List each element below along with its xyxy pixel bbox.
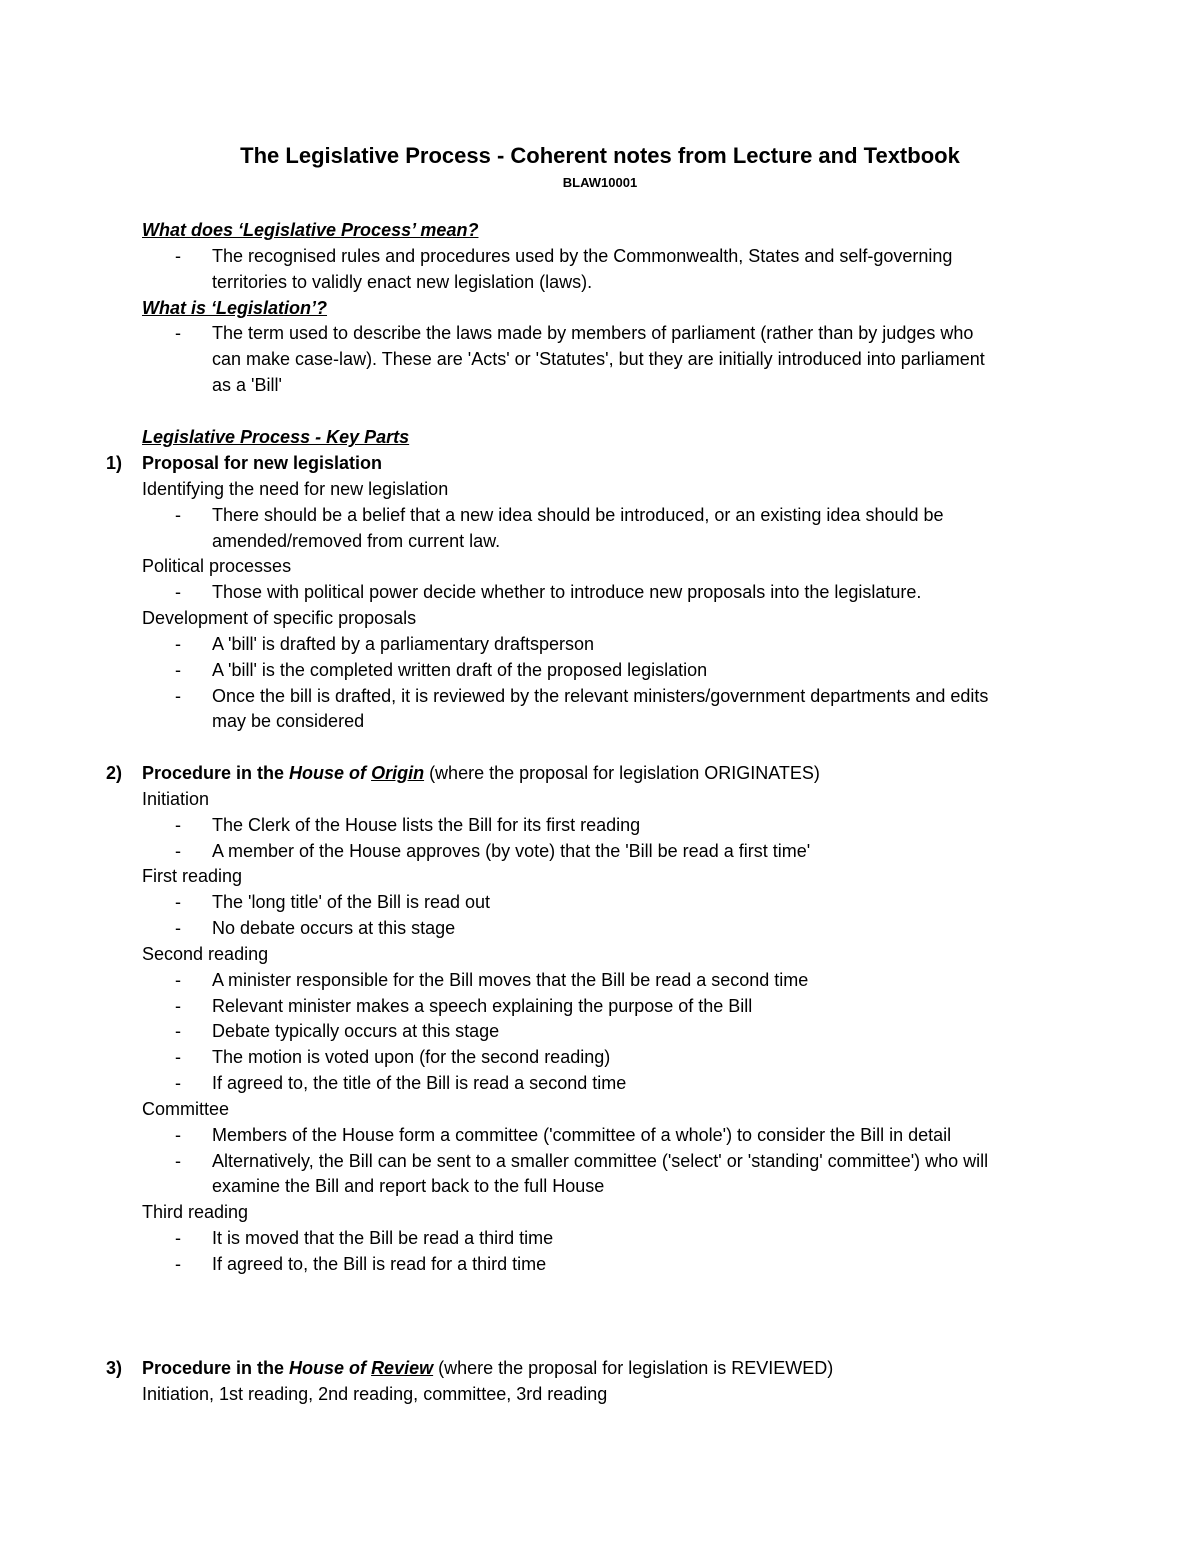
answer-text: as a 'Bill' <box>212 375 282 395</box>
subheading: Political processes <box>142 556 292 576</box>
section-title-description: (where the proposal for legislation ORIGINATES) <box>424 763 820 783</box>
document-title: The Legislative Process - Coherent notes from Lecture and Textbook <box>240 143 960 168</box>
bullet-text: There should be a belief that a new idea should be introduced, or an existing idea should be <box>212 505 944 525</box>
question-legislation: What is ‘Legislation’? <box>142 298 328 318</box>
section-number: 3) <box>106 1358 123 1378</box>
bullet-text: Debate typically occurs at this stage <box>212 1021 500 1041</box>
bullet-dash: - <box>175 1047 181 1067</box>
bullet-text: The motion is voted upon (for the second reading) <box>212 1047 611 1067</box>
question-legislative-process: What does ‘Legislative Process’ mean? <box>142 220 479 240</box>
subheading: Second reading <box>142 944 269 964</box>
section-title-part: Procedure in the <box>142 763 290 783</box>
bullet-dash: - <box>175 1125 181 1145</box>
bullet-text: Those with political power decide whether to introduce new proposals into the legislature. <box>212 582 922 602</box>
subheading: Initiation, 1st reading, 2nd reading, committee, 3rd reading <box>142 1384 608 1404</box>
bullet-dash: - <box>175 918 181 938</box>
bullet-dash: - <box>175 634 181 654</box>
bullet-dash: - <box>175 996 181 1016</box>
subheading: First reading <box>142 866 243 886</box>
subheading: Initiation <box>142 789 210 809</box>
section-title-part: House of <box>289 1358 372 1378</box>
bullet-text: A member of the House approves (by vote) that the 'Bill be read a first time' <box>212 841 811 861</box>
subject-code: BLAW10001 <box>562 175 638 190</box>
section-title-emphasis: Origin <box>371 763 425 783</box>
bullet-dash: - <box>175 323 181 343</box>
bullet-text: A minister responsible for the Bill moves that the Bill be read a second time <box>212 970 809 990</box>
bullet-dash: - <box>175 1021 181 1041</box>
section-title-emphasis: Review <box>371 1358 434 1378</box>
bullet-text: Relevant minister makes a speech explaining the purpose of the Bill <box>212 996 753 1016</box>
bullet-text: Once the bill is drafted, it is reviewed by the relevant ministers/government departments and edits <box>212 686 989 706</box>
subheading: Third reading <box>142 1202 249 1222</box>
answer-text: can make case-law). These are 'Acts' or 'Statutes', but they are initially introduced into parliament <box>212 349 985 369</box>
section-title: Proposal for new legislation <box>142 453 383 473</box>
bullet-text: Members of the House form a committee ('committee of a whole') to consider the Bill in detail <box>212 1125 952 1145</box>
answer-text: The term used to describe the laws made by members of parliament (rather than by judges who <box>212 323 974 343</box>
section-title-part: Procedure in the <box>142 1358 290 1378</box>
bullet-dash: - <box>175 505 181 525</box>
section-title-part: House of <box>289 763 372 783</box>
bullet-text: No debate occurs at this stage <box>212 918 456 938</box>
bullet-text: Alternatively, the Bill can be sent to a smaller committee ('select' or 'standing' committee') who will <box>212 1151 989 1171</box>
bullet-dash: - <box>175 246 181 266</box>
bullet-text: A 'bill' is the completed written draft of the proposed legislation <box>212 660 708 680</box>
section-title-description: (where the proposal for legislation is REVIEWED) <box>433 1358 834 1378</box>
bullet-dash: - <box>175 1228 181 1248</box>
bullet-text: examine the Bill and report back to the full House <box>212 1176 605 1196</box>
subheading: Identifying the need for new legislation <box>142 479 449 499</box>
bullet-text: If agreed to, the Bill is read for a third time <box>212 1254 547 1274</box>
bullet-text: may be considered <box>212 711 365 731</box>
section-number: 1) <box>106 453 123 473</box>
bullet-dash: - <box>175 582 181 602</box>
bullet-dash: - <box>175 892 181 912</box>
section-number: 2) <box>106 763 123 783</box>
bullet-text: It is moved that the Bill be read a third time <box>212 1228 554 1248</box>
bullet-dash: - <box>175 1073 181 1093</box>
bullet-text: amended/removed from current law. <box>212 531 501 551</box>
bullet-dash: - <box>175 815 181 835</box>
section-title <box>142 762 820 784</box>
bullet-dash: - <box>175 1254 181 1274</box>
key-parts-heading: Legislative Process - Key Parts <box>142 427 410 447</box>
subheading: Committee <box>142 1099 230 1119</box>
bullet-text: The Clerk of the House lists the Bill for its first reading <box>212 815 641 835</box>
bullet-dash: - <box>175 1151 181 1171</box>
bullet-dash: - <box>175 660 181 680</box>
section-title <box>142 1357 833 1379</box>
subheading: Development of specific proposals <box>142 608 417 628</box>
answer-text: territories to validly enact new legislation (laws). <box>212 272 593 292</box>
bullet-text: A 'bill' is drafted by a parliamentary draftsperson <box>212 634 595 654</box>
bullet-dash: - <box>175 970 181 990</box>
bullet-dash: - <box>175 686 181 706</box>
bullet-text: The 'long title' of the Bill is read out <box>212 892 491 912</box>
bullet-text: If agreed to, the title of the Bill is read a second time <box>212 1073 627 1093</box>
bullet-dash: - <box>175 841 181 861</box>
answer-text: The recognised rules and procedures used by the Commonwealth, States and self-governing <box>212 246 953 266</box>
